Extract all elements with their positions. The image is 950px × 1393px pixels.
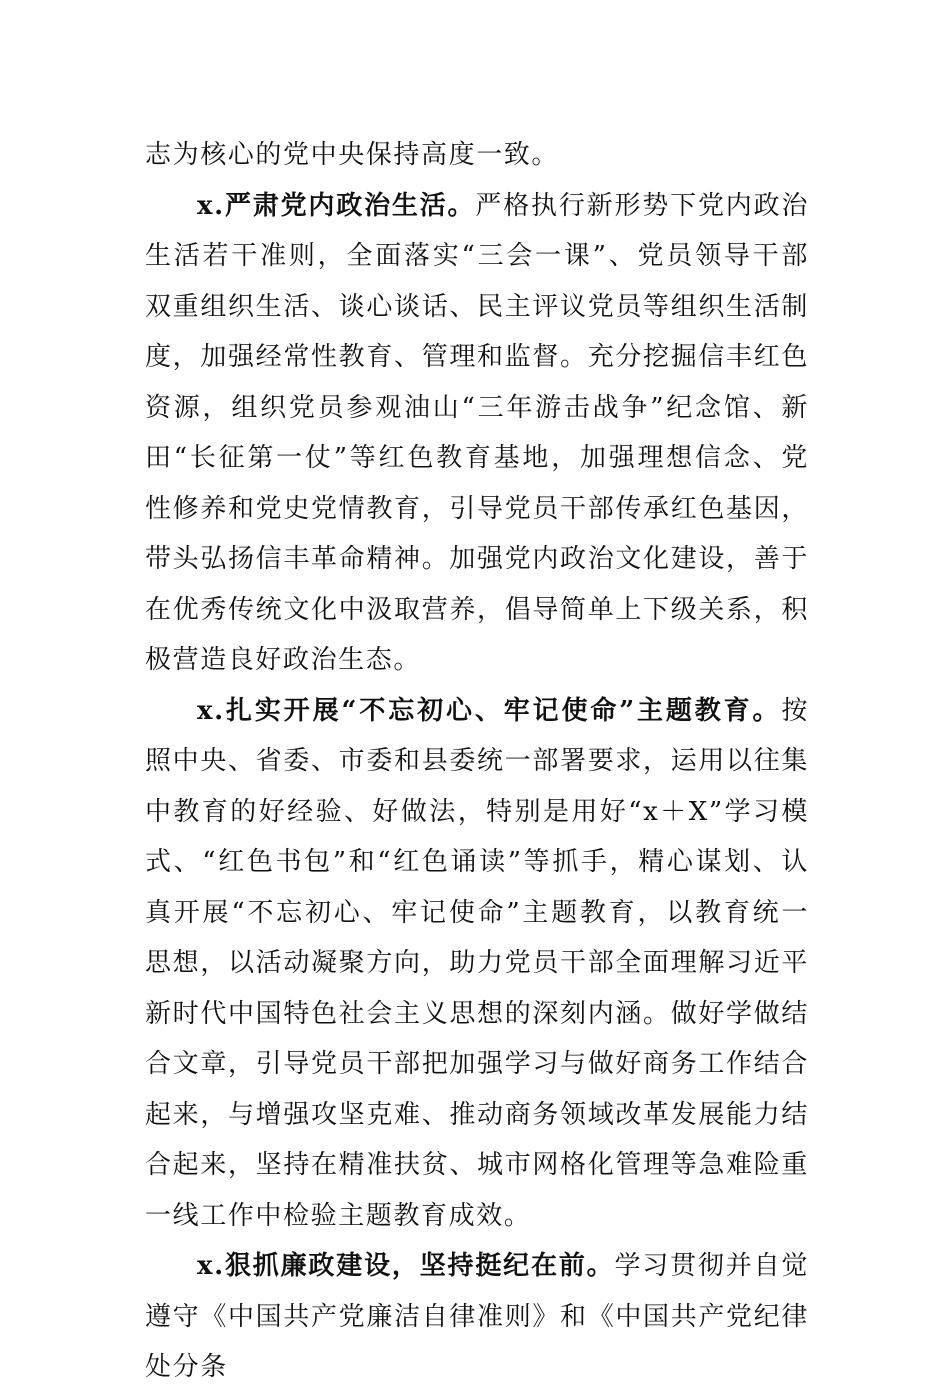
- document-page: [145, 130, 809, 1393]
- paragraph-body: 严格执行新形势下党内政治生活若干准则，全面落实“三会一课”、党员领导干部双重组织生活、谈心谈话、民主评议党员等组织生活制度，加强经常性教育、管理和监督。充分挖掘信丰红色资源，组织党员参观油山“三年游击战争”纪念馆、新田“长征第一仗”等红色教育基地，加强理想信念、党性修养和党史党情教育，引导党员干部传承红色基因，带头弘扬信丰革命精神。加强党内政治文化建设，善于在优秀传统文化中汲取营养，倡导简单上下级关系，积极营造良好政治生态。: [145, 190, 810, 675]
- paragraph-theme-education: [145, 686, 809, 1242]
- paragraph-continuation: [145, 130, 809, 181]
- paragraph-heading: x.扎实开展“不忘初心、牢记使命”主题教育。: [197, 695, 782, 726]
- paragraph-heading: x.狠抓廉政建设，坚持挺纪在前。: [197, 1251, 615, 1281]
- paragraph-party-political-life: [145, 181, 809, 686]
- paragraph-body: 按照中央、省委、市委和县委统一部署要求，运用以往集中教育的好经验、好做法，特别是用好“x＋X”学习模式、“红色书包”和“红色诵读”等抓手，精心谋划、认真开展“不忘初心、牢记使命”主题教育，以教育统一思想，以活动凝聚方向，助力党员干部全面理解习近平新时代中国特色社会主义思想的深刻内涵。做好学做结合文章，引导党员干部把加强学习与做好商务工作结合起来，与增强攻坚克难、推动商务领域改革发展能力结合起来，坚持在精准扶贫、城市网格化管理等急难险重一线工作中检验主题教育成效。: [145, 695, 810, 1231]
- paragraph-integrity-building: [145, 1241, 809, 1393]
- paragraph-body: 学习贯彻并自觉遵守《中国共产党廉洁自律准则》和《中国共产党纪律处分条: [145, 1251, 809, 1382]
- paragraph-body: 志为核心的党中央保持高度一致。: [145, 140, 560, 170]
- paragraph-heading: x.严肃党内政治生活。: [197, 190, 476, 221]
